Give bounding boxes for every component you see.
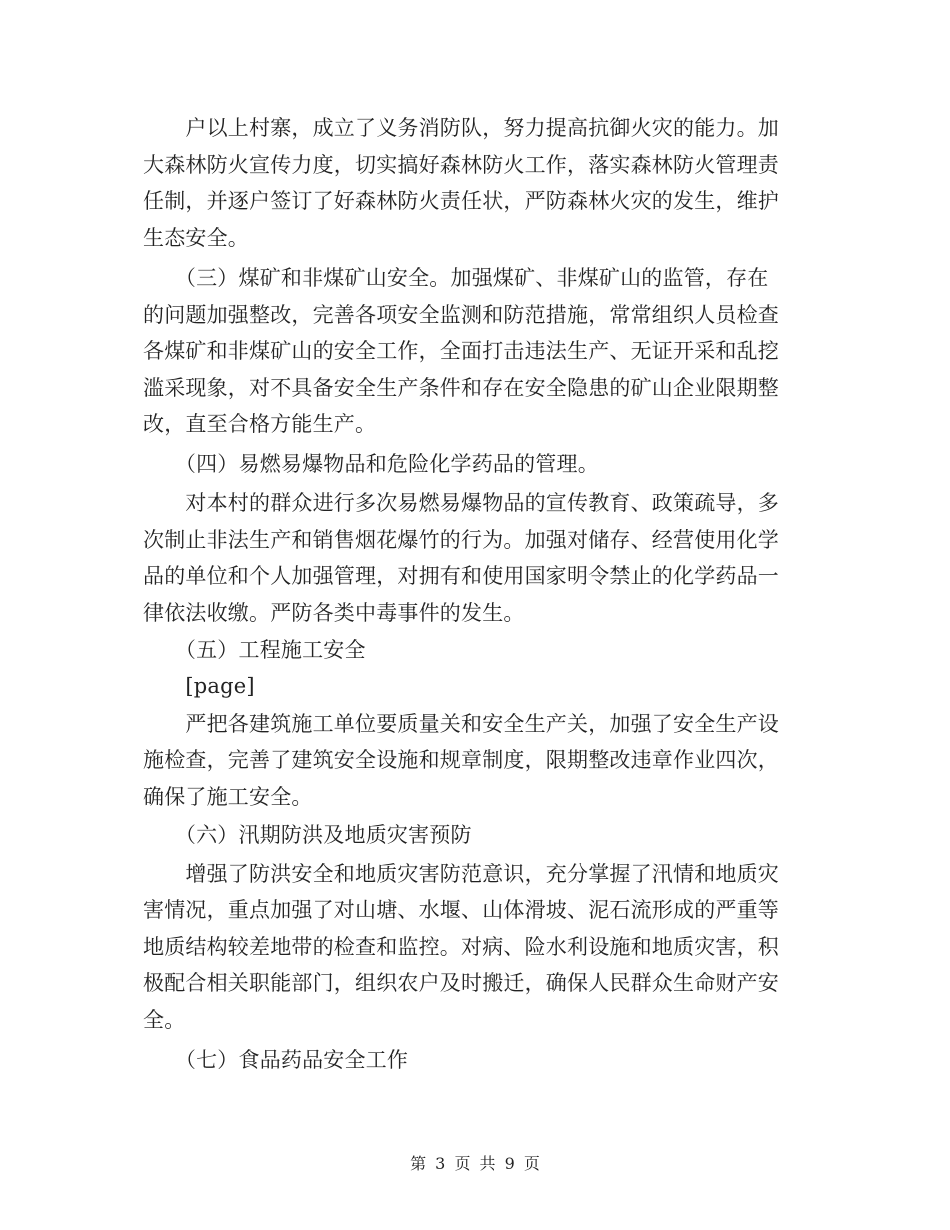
- body-text-line: 对本村的群众进行多次易燃易爆物品的宣传教育、政策疏导，多: [143, 491, 779, 515]
- section-heading-line: （五）工程施工安全: [143, 638, 366, 662]
- body-text-line: 害情况，重点加强了对山塘、水堰、山体滑坡、泥石流形成的严重等: [143, 898, 779, 922]
- body-text-line: 滥采现象，对不具备安全生产条件和存在安全隐患的矿山企业限期整: [143, 376, 779, 400]
- body-text-line: 增强了防洪安全和地质灾害防范意识，充分掌握了汛情和地质灾: [143, 862, 779, 886]
- page-number-footer: 第 3 页 共 9 页: [410, 1154, 540, 1173]
- body-text-line: 改，直至合格方能生产。: [143, 412, 377, 436]
- body-text-line: 的问题加强整改，完善各项安全监测和防范措施，常常组织人员检查: [143, 303, 779, 327]
- section-heading-line: （七）食品药品安全工作: [143, 1048, 409, 1072]
- body-text-line: 全。: [143, 1008, 186, 1032]
- page-marker-line: [page]: [143, 674, 255, 698]
- section-heading-line: （四）易燃易爆物品和危险化学药品的管理。: [143, 452, 599, 476]
- body-text-line: 次制止非法生产和销售烟花爆竹的行为。加强对储存、经营使用化学: [143, 528, 779, 552]
- body-text-line: 严把各建筑施工单位要质量关和安全生产关，加强了安全生产设: [143, 712, 779, 736]
- section-heading-line: （三）煤矿和非煤矿山安全。加强煤矿、非煤矿山的监管，存在: [143, 266, 769, 290]
- body-text-line: 律依法收缴。严防各类中毒事件的发生。: [143, 601, 525, 625]
- body-text-line: 大森林防火宣传力度，切实搞好森林防火工作，落实森林防火管理责: [143, 153, 779, 177]
- body-text-line: 地质结构较差地带的检查和监控。对病、险水利设施和地质灾害，积: [143, 935, 779, 959]
- body-text-line: 确保了施工安全。: [143, 785, 313, 809]
- body-text-line: 施检查，完善了建筑安全设施和规章制度，限期整改违章作业四次，: [143, 748, 779, 772]
- body-text-line: 任制，并逐户签订了好森林防火责任状，严防森林火灾的发生，维护: [143, 189, 779, 213]
- body-text-line: 各煤矿和非煤矿山的安全工作，全面打击违法生产、无证开采和乱挖: [143, 339, 779, 363]
- body-text-line: 极配合相关职能部门，组织农户及时搬迁，确保人民群众生命财产安: [143, 971, 779, 995]
- body-text-line: 生态安全。: [143, 226, 249, 250]
- section-heading-line: （六）汛期防洪及地质灾害预防: [143, 823, 472, 847]
- body-text-line: 品的单位和个人加强管理，对拥有和使用国家明令禁止的化学药品一: [143, 564, 779, 588]
- body-text-line: 户以上村寨，成立了义务消防队，努力提高抗御火灾的能力。加: [143, 116, 779, 140]
